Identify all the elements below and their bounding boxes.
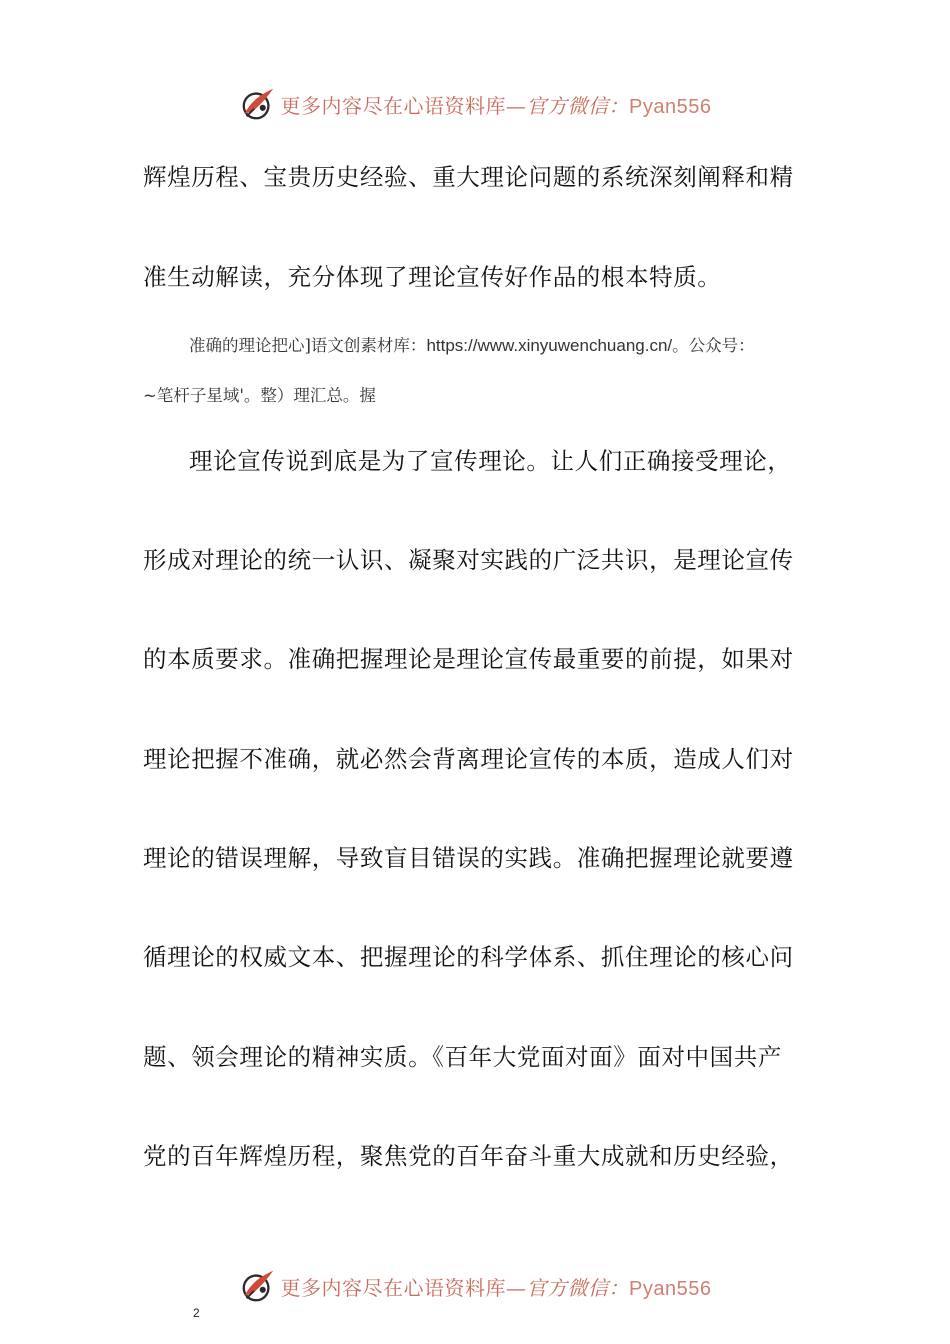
banner-main: 更多内容尽在心语资料库: [280, 93, 507, 118]
quill-logo-icon: [239, 85, 277, 123]
body-line: 理论把握不准确，就必然会背离理论宣传的本质，造成人们对: [143, 745, 794, 773]
banner-dash: —: [506, 1275, 527, 1300]
body-line: 的本质要求。准确把握理论是理论宣传最重要的前提，如果对: [143, 645, 794, 673]
body-line: 形成对理论的统一认识、凝聚对实践的广泛共识，是理论宣传: [143, 546, 794, 574]
footer-banner: [0, 1262, 950, 1310]
body-line: 辉煌历程、宝贵历史经验、重大理论问题的系统深刻阐释和精: [143, 163, 794, 191]
body-line: 理论的错误理解，导致盲目错误的实践。准确把握理论就要遵: [143, 844, 794, 872]
watermark-line-2: ~笔杆子星域'。整）理汇总。握: [143, 386, 376, 405]
watermark-suffix: 。公众号：: [672, 336, 755, 355]
body-line: 党的百年辉煌历程，聚焦党的百年奋斗重大成就和历史经验，: [143, 1142, 794, 1170]
quill-logo-icon: [239, 1267, 277, 1305]
page-number: 2: [193, 1306, 200, 1320]
banner-wechat: 官方微信：: [526, 1275, 630, 1300]
body-line: 题、领会理论的精神实质。《百年大党面对面》面对中国共产: [143, 1043, 782, 1071]
banner-text: [281, 1272, 712, 1301]
banner-text: [281, 90, 712, 119]
banner-dash: —: [506, 93, 527, 118]
banner-id: Pyan556: [629, 95, 712, 118]
watermark-url[interactable]: https://www.xinyuwenchuang.cn/: [426, 336, 673, 355]
watermark-prefix: 准确的理论把心]语文创素材库：: [189, 336, 427, 355]
body-line: 准生动解读，充分体现了理论宣传好作品的根本特质。: [143, 263, 722, 291]
body-line: 循理论的权威文本、把握理论的科学体系、抓住理论的核心问: [143, 943, 794, 971]
banner-id: Pyan556: [629, 1277, 712, 1300]
watermark-line-1: [189, 332, 755, 356]
banner-wechat: 官方微信：: [526, 93, 630, 118]
header-banner: [0, 80, 950, 128]
body-line: 理论宣传说到底是为了宣传理论。让人们正确接受理论，: [189, 447, 792, 475]
banner-main: 更多内容尽在心语资料库: [280, 1275, 507, 1300]
